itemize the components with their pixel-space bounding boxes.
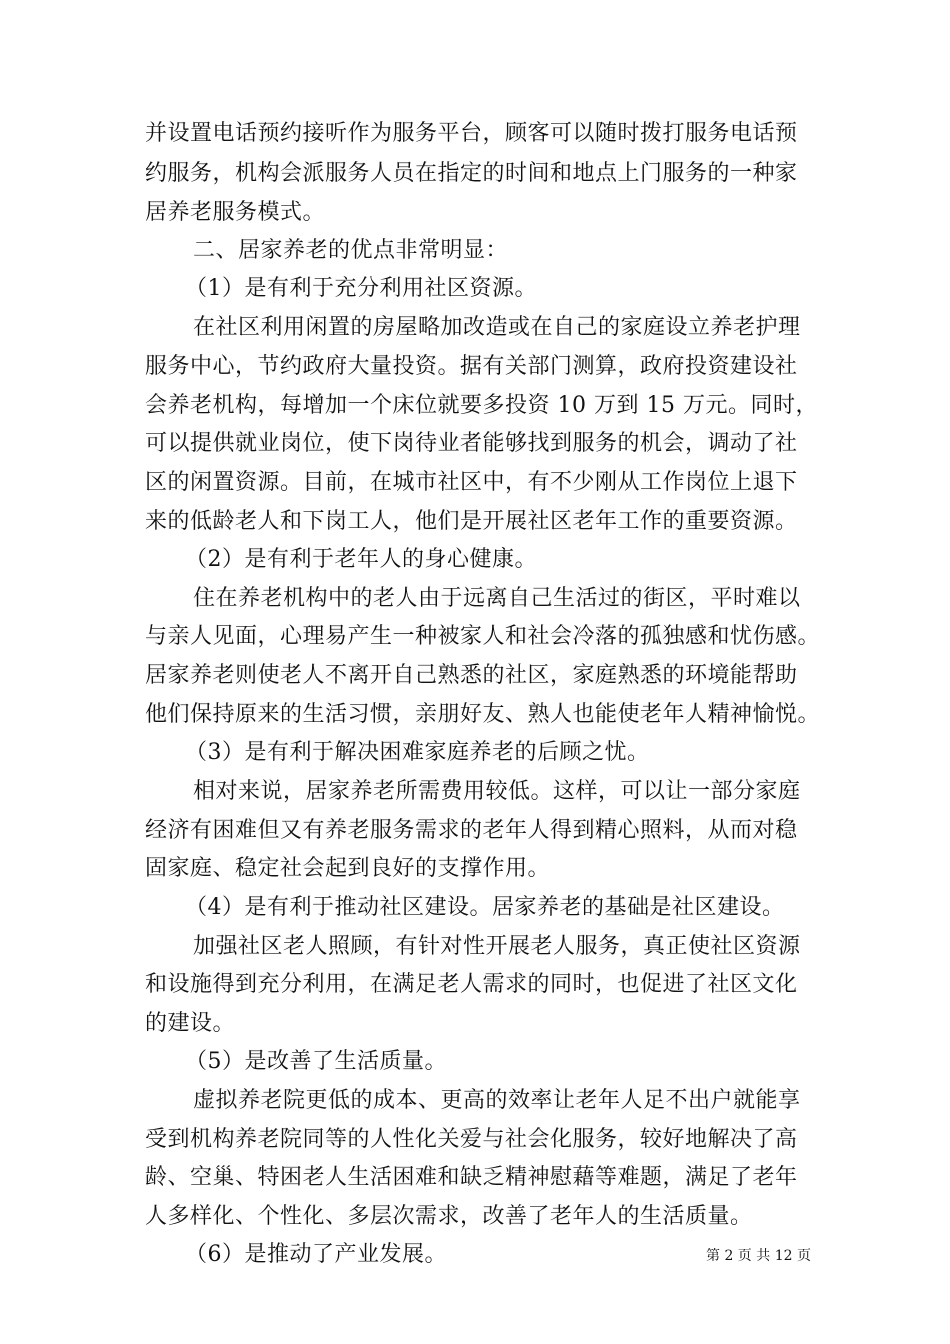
paragraph-line: 固家庭、稳定社会起到良好的支撑作用。 xyxy=(145,856,551,881)
paragraph-line: 居养老服务模式。 xyxy=(145,200,326,225)
paragraph-line: 龄、空巢、特困老人生活困难和缺乏精神慰藉等难题，满足了老年 xyxy=(145,1165,798,1190)
paragraph-line: 服务中心，节约政府大量投资。据有关部门测算，政府投资建设社 xyxy=(145,354,798,379)
paragraph-line: 与亲人见面，心理易产生一种被家人和社会冷落的孤独感和忧伤感。 xyxy=(145,624,821,649)
paragraph-line: 在社区利用闲置的房屋略加改造或在自己的家庭设立养老护理 xyxy=(193,315,801,340)
paragraph-line: 他们保持原来的生活习惯，亲朋好友、熟人也能使老年人精神愉悦。 xyxy=(145,702,821,727)
paragraph-line: 会养老机构，每增加一个床位就要多投资 10 万到 15 万元。同时， xyxy=(145,393,818,418)
paragraph-line: 居家养老则使老人不离开自己熟悉的社区，家庭熟悉的环境能帮助 xyxy=(145,663,798,688)
paragraph-line: 加强社区老人照顾，有针对性开展老人服务，真正使社区资源 xyxy=(193,934,801,959)
subheading: （4）是有利于推动社区建设。居家养老的基础是社区建设。 xyxy=(185,895,785,920)
page-number-footer: 第 2 页 共 12 页 xyxy=(706,1248,811,1264)
subheading: （5）是改善了生活质量。 xyxy=(185,1049,447,1074)
section-heading: 二、居家养老的优点非常明显： xyxy=(193,238,509,263)
paragraph-line: 受到机构养老院同等的人性化关爱与社会化服务，较好地解决了高 xyxy=(145,1127,798,1152)
subheading: （1）是有利于充分利用社区资源。 xyxy=(185,276,537,301)
paragraph-line: 约服务，机构会派服务人员在指定的时间和地点上门服务的一种家 xyxy=(145,161,798,186)
subheading: （6）是推动了产业发展。 xyxy=(185,1242,447,1267)
paragraph-line: 住在养老机构中的老人由于远离自己生活过的街区，平时难以 xyxy=(193,586,801,611)
subheading: （3）是有利于解决困难家庭养老的后顾之忧。 xyxy=(185,740,650,765)
subheading: （2）是有利于老年人的身心健康。 xyxy=(185,547,537,572)
paragraph-line: 并设置电话预约接听作为服务平台，顾客可以随时拨打服务电话预 xyxy=(145,121,798,146)
paragraph-line: 的建设。 xyxy=(145,1011,236,1036)
paragraph-line: 和设施得到充分利用，在满足老人需求的同时，也促进了社区文化 xyxy=(145,972,798,997)
paragraph-line: 来的低龄老人和下岗工人，他们是开展社区老年工作的重要资源。 xyxy=(145,509,798,534)
paragraph-line: 可以提供就业岗位，使下岗待业者能够找到服务的机会，调动了社 xyxy=(145,431,798,456)
paragraph-line: 人多样化、个性化、多层次需求，改善了老年人的生活质量。 xyxy=(145,1204,753,1229)
paragraph-line: 虚拟养老院更低的成本、更高的效率让老年人足不出户就能享 xyxy=(193,1088,801,1113)
paragraph-line: 相对来说，居家养老所需费用较低。这样，可以让一部分家庭 xyxy=(193,779,801,804)
paragraph-line: 区的闲置资源。目前，在城市社区中，有不少刚从工作岗位上退下 xyxy=(145,470,798,495)
paragraph-line: 经济有困难但又有养老服务需求的老年人得到精心照料，从而对稳 xyxy=(145,818,798,843)
